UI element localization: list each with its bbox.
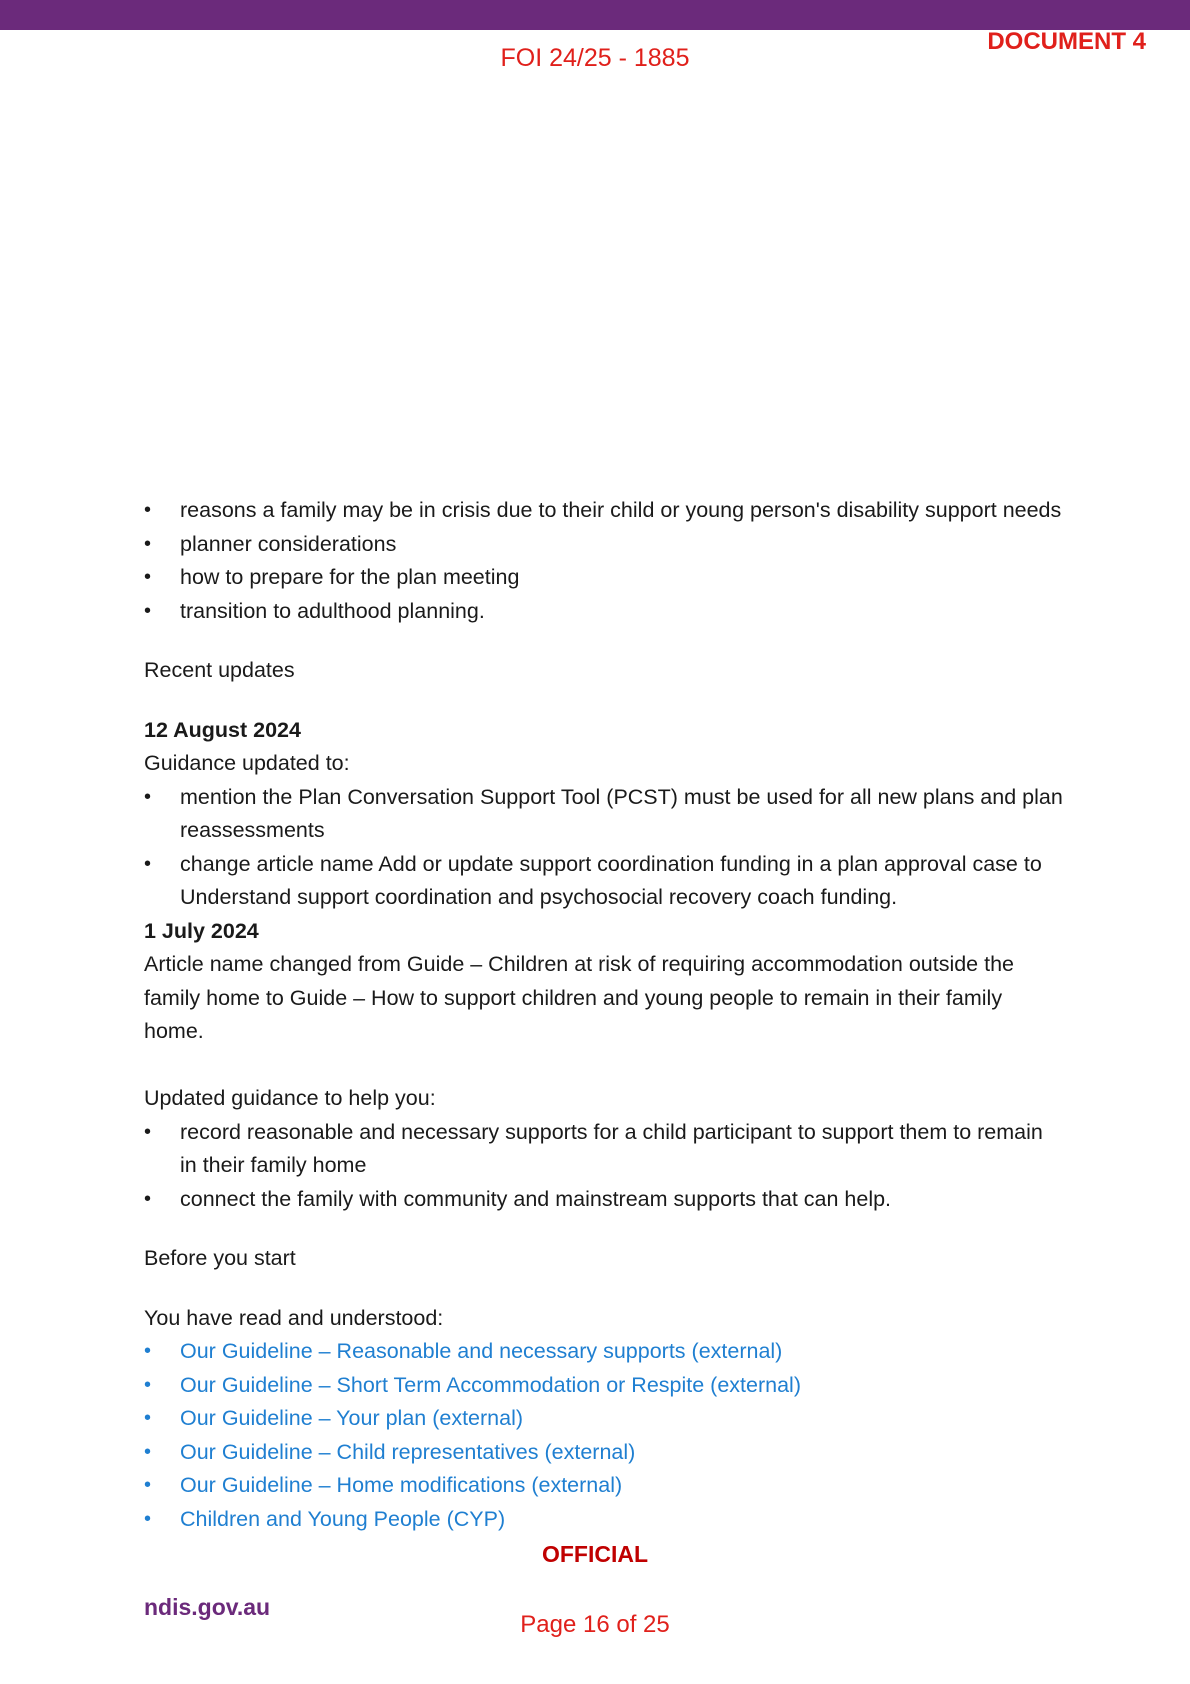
footer-site-url[interactable]: ndis.gov.au <box>144 1594 271 1620</box>
bullet-icon: • <box>144 1440 152 1463</box>
update-date-july: 1 July 2024 <box>144 918 259 943</box>
bullet-icon: • <box>144 532 152 555</box>
page-number: Page 16 of 25 <box>520 1611 670 1638</box>
bullet-icon: • <box>144 566 152 588</box>
guideline-link[interactable]: • Our Guideline – Home modifications (external) <box>144 1469 1064 1503</box>
bullet-icon: • <box>144 1373 152 1396</box>
paragraph-line: home. <box>144 1019 204 1043</box>
paragraph-line: Article name changed from Guide – Children at risk of requiring accommodation outside the <box>144 952 1015 976</box>
list-item: • connect the family with community and mainstream supports that can help. <box>144 1183 1064 1217</box>
document-body <box>144 494 1064 1536</box>
list-item-continuation: Understand support coordination and psychosocial recovery coach funding. <box>180 885 898 909</box>
guideline-link[interactable]: • Our Guideline – Child representatives (external) <box>144 1436 1064 1470</box>
bullet-icon: • <box>144 1187 152 1210</box>
bullet-icon: • <box>144 852 152 875</box>
list-item: • planner considerations <box>144 528 1064 562</box>
list-item: • change article name Add or update support coordination funding in a plan approval case to <box>144 848 1064 882</box>
bullet-icon: • <box>144 599 152 622</box>
guideline-link[interactable]: • Our Guideline – Short Term Accommodation or Respite (external) <box>144 1369 1064 1403</box>
list-item: • record reasonable and necessary supports for a child participant to support them to remain <box>144 1116 1064 1150</box>
guideline-link[interactable]: • Our Guideline – Reasonable and necessary supports (external) <box>144 1335 1064 1369</box>
bullet-icon: • <box>144 785 152 808</box>
update-aug-lead: Guidance updated to: <box>144 751 350 775</box>
bullet-icon: • <box>144 1120 152 1143</box>
foi-reference: FOI 24/25 - 1885 <box>500 44 690 72</box>
guideline-link[interactable]: • Our Guideline – Your plan (external) <box>144 1402 1064 1436</box>
paragraph-line: family home to Guide – How to support children and young people to remain in their family <box>144 985 1003 1010</box>
guideline-link[interactable]: • Children and Young People (CYP) <box>144 1503 1064 1537</box>
document-label: DOCUMENT 4 <box>987 28 1146 55</box>
update-july-lead: Updated guidance to help you: <box>144 1086 436 1110</box>
list-item: • how to prepare for the plan meeting <box>144 561 1064 595</box>
read-lead: You have read and understood: <box>144 1305 444 1330</box>
guideline-link-list <box>144 1335 1064 1536</box>
classification-label: OFFICIAL <box>541 1541 649 1567</box>
list-item: • mention the Plan Conversation Support Tool (PCST) must be used for all new plans and plan <box>144 781 1064 815</box>
intro-bullet-list <box>144 494 1064 628</box>
recent-updates-heading: Recent updates <box>144 658 295 682</box>
top-color-bar <box>0 0 1190 30</box>
bullet-icon: • <box>144 1507 152 1530</box>
bullet-icon: • <box>144 1407 152 1429</box>
list-item: • transition to adulthood planning. <box>144 595 1064 629</box>
list-item: • reasons a family may be in crisis due to their child or young person's disability support needs <box>144 494 1064 528</box>
update-date-aug: 12 August 2024 <box>144 717 301 742</box>
list-item-continuation: in their family home <box>180 1153 367 1177</box>
bullet-icon: • <box>144 1474 152 1496</box>
bullet-icon: • <box>144 499 152 521</box>
bullet-icon: • <box>144 1340 152 1362</box>
before-you-start-heading: Before you start <box>144 1246 296 1270</box>
list-item-continuation: reassessments <box>180 818 325 842</box>
